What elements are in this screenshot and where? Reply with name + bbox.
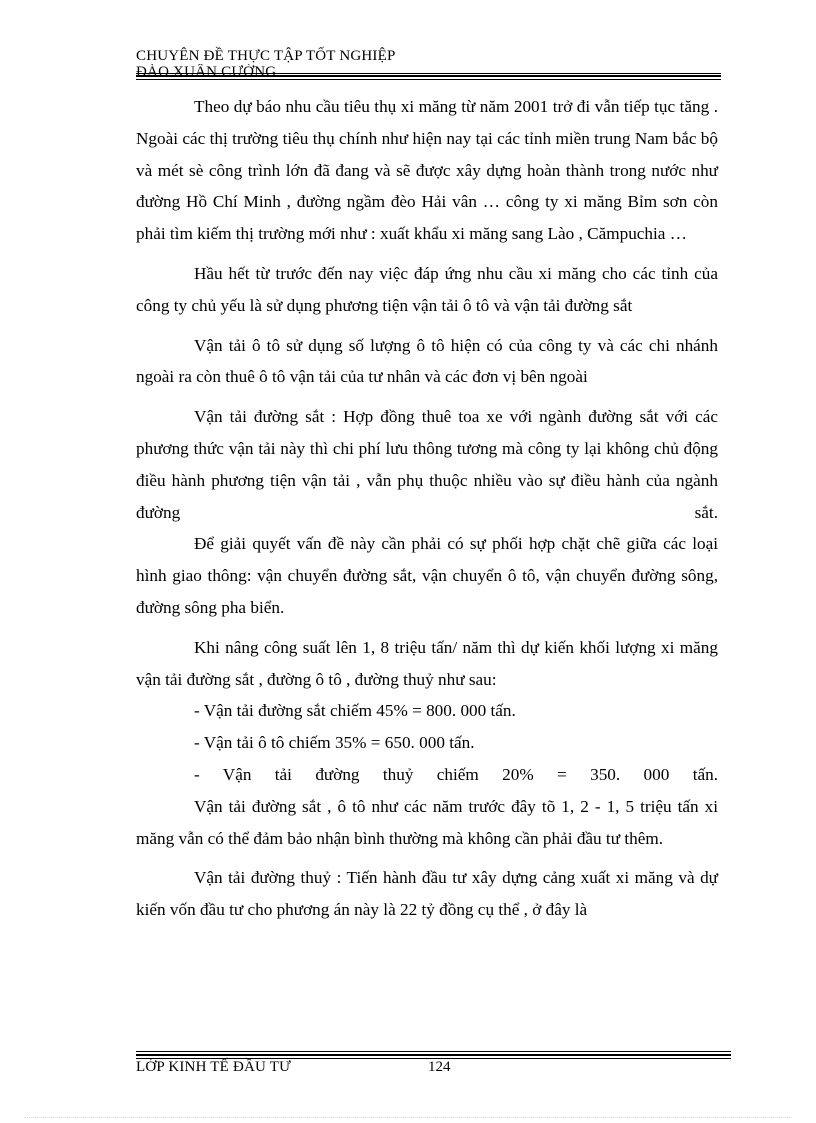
page-edge-divider	[24, 1117, 792, 1118]
body-text	[136, 91, 718, 926]
paragraph: Theo dự báo nhu cầu tiêu thụ xi măng từ năm 2001 trở đi vẫn tiếp tục tăng . Ngoài các thị trường tiêu thụ chính như hiện nay tại các tỉnh miền trung Nam bắc bộ và mét sè công trình lớn đã đang và sẽ được xây dựng hoàn thành trong nước như đường Hồ Chí Minh , đường ngầm đèo Hải vân … công ty xi măng Bỉm sơn còn phải tìm kiếm thị trường mới như : xuất khẩu xi măng sang Lào , Cămpuchia …	[136, 97, 718, 244]
paragraph: Để giải quyết vấn đề này cần phải có sự phối hợp chặt chẽ giữa các loại hình giao thông: vận chuyển đường sắt, vận chuyển ô tô, vận chuyển đường sông, đường sông pha biển.	[136, 534, 718, 617]
paragraph: Khi nâng công suất lên 1, 8 triệu tấn/ năm thì dự kiến khối lượng xi măng vận tải đường sắt , đường ô tô , đường thuỷ như sau:	[136, 637, 718, 689]
list-item: - Vận tải ô tô chiếm 35% = 650. 000 tấn.	[194, 733, 475, 753]
footer-class-name: LỚP KINH TẾ ĐẦU TƯ	[136, 1059, 291, 1075]
page-number: 124	[428, 1059, 451, 1075]
header-rule-middle	[136, 75, 721, 77]
paragraph: Vận tải đường sắt : Hợp đồng thuê toa xe với ngành đường sắt với các phương thức vận tải này thì chi phí lưu thông tương mà công ty lại không chủ động điều hành phương tiện vận tải , vẫn phụ thuộc nhiều vào sự điều hành của ngành đường sắt.	[136, 407, 718, 522]
header-rule-bottom	[136, 79, 721, 80]
paragraph: Vận tải đường thuỷ : Tiến hành đầu tư xây dựng cảng xuất xi măng và dự kiến vốn đầu tư cho phương án này là 22 tỷ đồng cụ thể , ở đây là	[136, 868, 718, 920]
list-item: - Vận tải đường thuỷ chiếm 20% = 350. 000 tấn.	[194, 764, 718, 784]
paragraph: Vận tải đường sắt , ô tô như các năm trước đây tõ 1, 2 - 1, 5 triệu tấn xi măng vẫn có thể đảm bảo nhận bình thường mà không cần phải đầu tư thêm.	[136, 796, 718, 848]
header-title: CHUYÊN ĐỀ THỰC TẬP TỐT NGHIỆP	[136, 48, 396, 64]
header-author: ĐÀO XUÂN CƯỜNG	[136, 64, 277, 76]
paragraph: Vận tải ô tô sử dụng số lượng ô tô hiện có của công ty và các chi nhánh ngoài ra còn thuê ô tô vận tải của tư nhân và các đơn vị bên ngoài	[136, 335, 718, 387]
list-item: - Vận tải đường sắt chiếm 45% = 800. 000 tấn.	[194, 701, 516, 721]
header-rule-top	[136, 73, 721, 74]
paragraph: Hầu hết từ trước đến nay việc đáp ứng nhu cầu xi măng cho các tỉnh của công ty chủ yếu là sử dụng phương tiện vận tải ô tô và vận tải đường sắt	[136, 263, 718, 315]
footer-rule-middle	[136, 1054, 731, 1056]
footer-rule-top	[136, 1051, 731, 1052]
